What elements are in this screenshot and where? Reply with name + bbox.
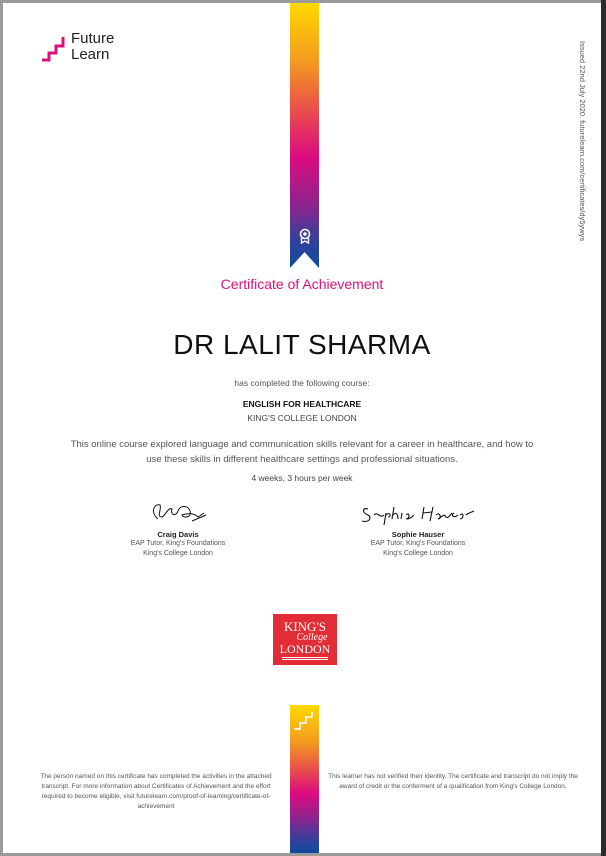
signatory-org: King's College London — [383, 550, 453, 557]
kcl-logo-rule — [282, 657, 328, 658]
signature-craig-davis — [148, 499, 208, 527]
course-name: ENGLISH FOR HEALTHCARE — [242, 399, 362, 409]
institution-name: KING'S COLLEGE LONDON — [247, 413, 357, 423]
signatory-org: King's College London — [143, 550, 213, 557]
course-duration: 4 weeks, 3 hours per week — [251, 473, 353, 483]
signatory-1 — [78, 499, 278, 559]
logo-text-line1: Future — [71, 30, 115, 47]
kcl-logo-line2: College — [296, 632, 328, 643]
course-description: This online course explored language and communication skills relevant for a career in healthcare, and how to use these skills in different healthcare settings and professional situations. — [70, 439, 534, 465]
signature-sophie-hauser — [358, 499, 478, 527]
signatory-2 — [318, 499, 518, 559]
kings-college-london-logo — [273, 614, 337, 665]
futurelearn-logo — [41, 31, 114, 63]
completion-statement: has completed the following course: — [234, 378, 370, 388]
stairs-logo-icon — [41, 35, 67, 63]
kcl-logo-rule — [282, 659, 328, 660]
signatory-role: EAP Tutor, King's Foundations — [130, 540, 226, 547]
award-badge-icon — [298, 228, 312, 244]
kcl-logo-line3: LONDON — [279, 642, 331, 656]
recipient-name: DR LALIT SHARMA — [173, 329, 431, 360]
signatory-name: Sophie Hauser — [391, 530, 445, 539]
issued-date-url: Issued 22nd July 2020. futurelearn.com/certificates/dy5ywys — [578, 41, 587, 242]
certificate-page — [3, 3, 601, 853]
signatory-name: Craig Davis — [157, 530, 199, 539]
viewer-right-border — [601, 0, 606, 856]
footer-proof-of-learning-note: The person named on this certificate has completed the activities in the attached transcript. For more information about Certificates of Achievement and the effort required to become eligible, visit futurelearn.com/proof-of-learning/certificate-of-achievement — [40, 773, 272, 810]
footer-identity-disclaimer: This learner has not verified their identity. The certificate and transcript do not imply the award of credit or the conferment of a qualification from King's College London. — [328, 773, 578, 790]
kcl-logo-line1: KING'S — [283, 619, 327, 634]
logo-text-line2: Learn — [71, 46, 110, 63]
signatory-role: EAP Tutor, King's Foundations — [370, 540, 466, 547]
certificate-title: Certificate of Achievement — [220, 276, 384, 292]
stairs-icon — [293, 711, 315, 733]
